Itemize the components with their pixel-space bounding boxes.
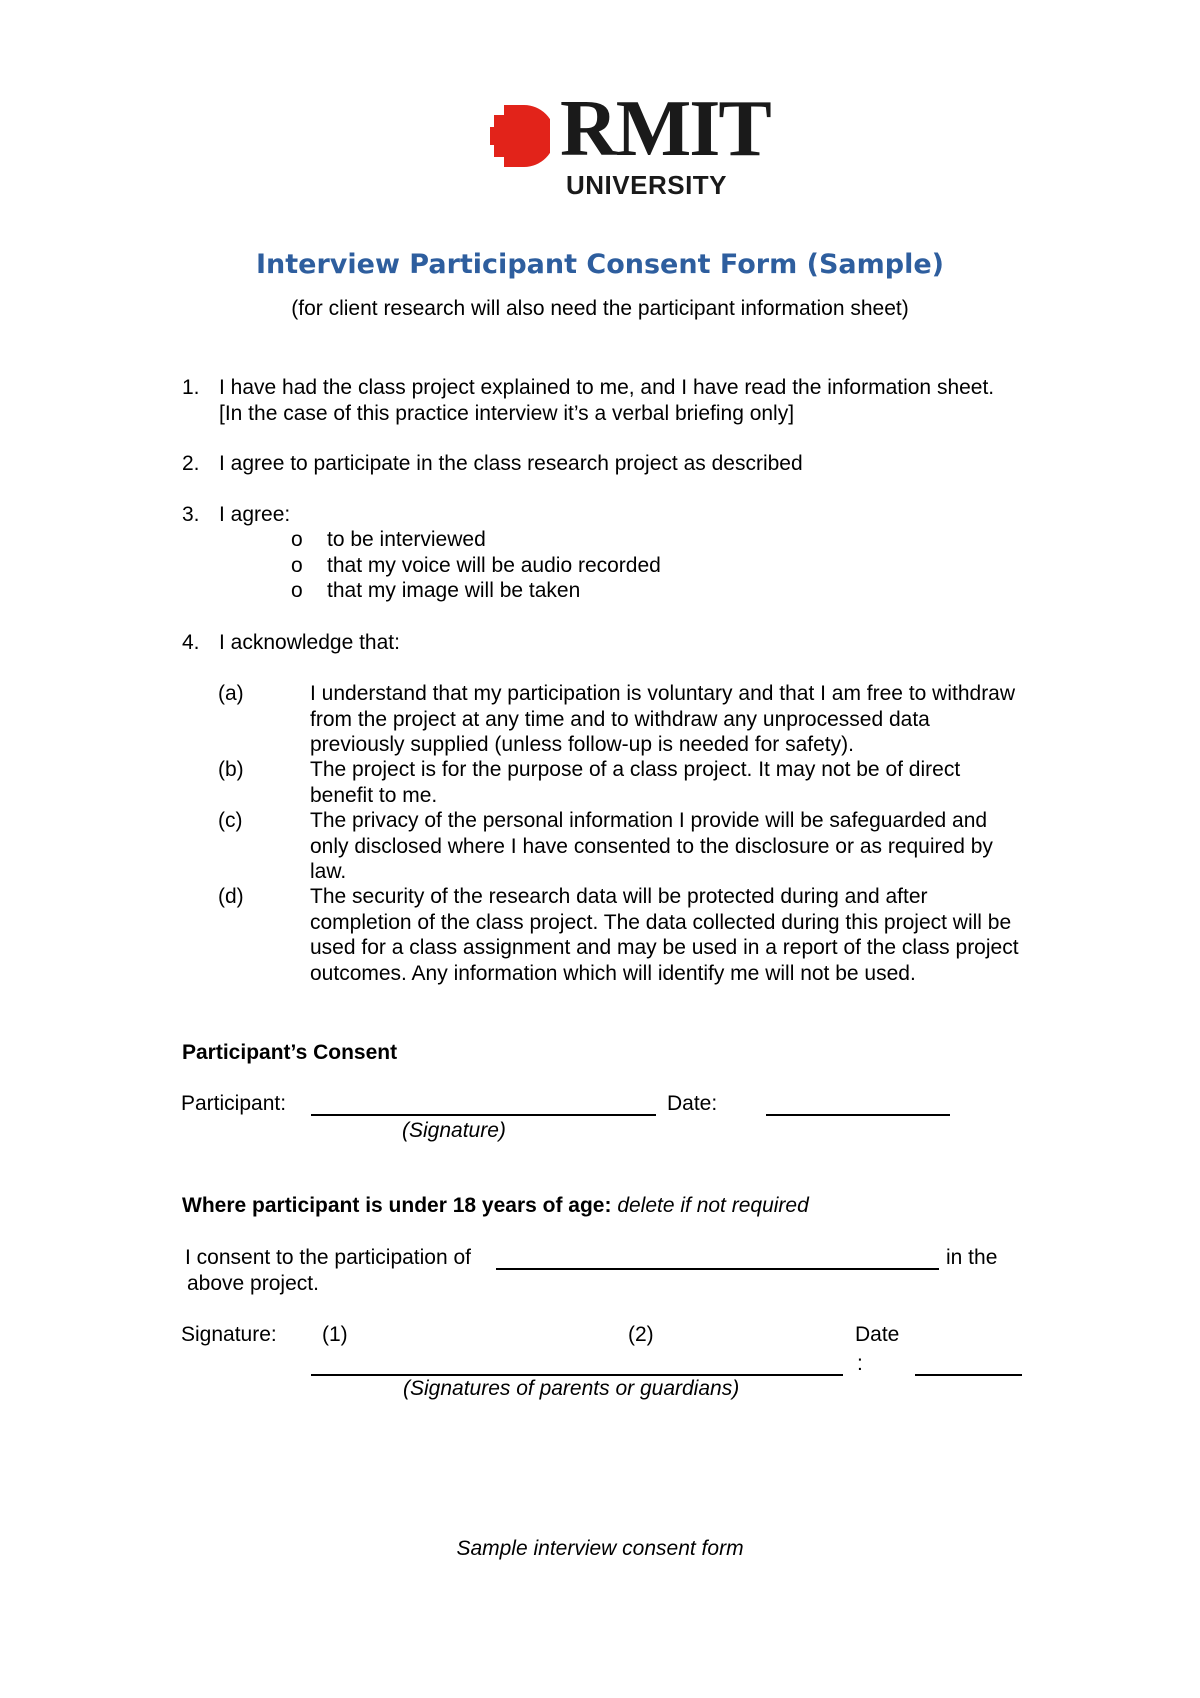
participant-signature-line[interactable]	[311, 1114, 656, 1116]
guardian-sig1-label: (1)	[322, 1323, 348, 1346]
bullet-text: to be interviewed	[327, 528, 486, 551]
minor-heading	[182, 1193, 809, 1219]
ack-letter: (b)	[218, 758, 244, 781]
logo-wordmark: RMIT	[560, 85, 770, 173]
item-text: I have had the class project explained to me, and I have read the information sheet. [In the case of this practice interview it’s a verbal briefing only]	[219, 376, 995, 425]
consent-heading: Participant’s Consent	[182, 1041, 398, 1064]
item-number: 4.	[182, 631, 200, 654]
guardian-date-colon: :	[857, 1352, 863, 1375]
item-number: 2.	[182, 452, 200, 475]
bullet-marker: o	[291, 554, 303, 577]
bullet-marker: o	[291, 579, 303, 602]
guardian-sig2-label: (2)	[628, 1323, 654, 1346]
rmit-logo	[490, 85, 770, 203]
minor-consent-cont: above project.	[187, 1272, 319, 1295]
guardian-date-line[interactable]	[915, 1374, 1022, 1376]
bullet-marker: o	[291, 528, 303, 551]
minor-name-line[interactable]	[496, 1268, 939, 1270]
item-text: I agree:	[219, 503, 291, 526]
bullet-text: that my image will be taken	[327, 579, 581, 602]
rmit-pixel-mark-icon	[490, 105, 550, 167]
item-text: I agree to participate in the class research project as described	[219, 452, 803, 475]
minor-heading-bold: Where participant is under 18 years of age:	[182, 1194, 612, 1217]
guardian-date-label: Date	[855, 1323, 900, 1346]
ack-text: The privacy of the personal information I provide will be safeguarded and only disclosed where I have consented to the disclosure or as required by law.	[310, 809, 993, 883]
ack-text: The project is for the purpose of a class project. It may not be of direct benefit to me.	[310, 758, 961, 807]
page-subtitle: (for client research will also need the participant information sheet)	[291, 297, 909, 320]
minor-consent-start: I consent to the participation of	[185, 1246, 472, 1269]
page-footer: Sample interview consent form	[456, 1537, 744, 1560]
ack-text: I understand that my participation is voluntary and that I am free to withdraw from the project at any time and to withdraw any unprocessed data previously supplied (unless follow-up is needed for safety).	[310, 682, 1016, 756]
logo-university-text: UNIVERSITY	[566, 170, 728, 200]
ack-text: The security of the research data will be protected during and after completion of the class project. The data collected during this project will be used for a class assignment and may be used in a report of the class project outcomes. Any information which will identify me will not be used.	[310, 885, 1019, 985]
ack-letter: (a)	[218, 682, 244, 705]
signature-caption: (Signature)	[402, 1119, 506, 1142]
ack-letter: (c)	[218, 809, 243, 832]
date-label: Date:	[667, 1092, 718, 1115]
guardian-signature-label: Signature:	[181, 1323, 277, 1346]
bullet-text: that my voice will be audio recorded	[327, 554, 661, 577]
guardian-signatures-caption: (Signatures of parents or guardians)	[403, 1377, 740, 1400]
item-number: 1.	[182, 376, 200, 399]
item-text: I acknowledge that:	[219, 631, 400, 654]
minor-heading-note: delete if not required	[617, 1194, 809, 1217]
item-number: 3.	[182, 503, 200, 526]
participant-label: Participant:	[181, 1092, 287, 1115]
ack-letter: (d)	[218, 885, 244, 908]
minor-consent-end: in the	[946, 1246, 998, 1269]
page-title: Interview Participant Consent Form (Sample)	[255, 249, 945, 280]
participant-date-line[interactable]	[766, 1114, 950, 1116]
